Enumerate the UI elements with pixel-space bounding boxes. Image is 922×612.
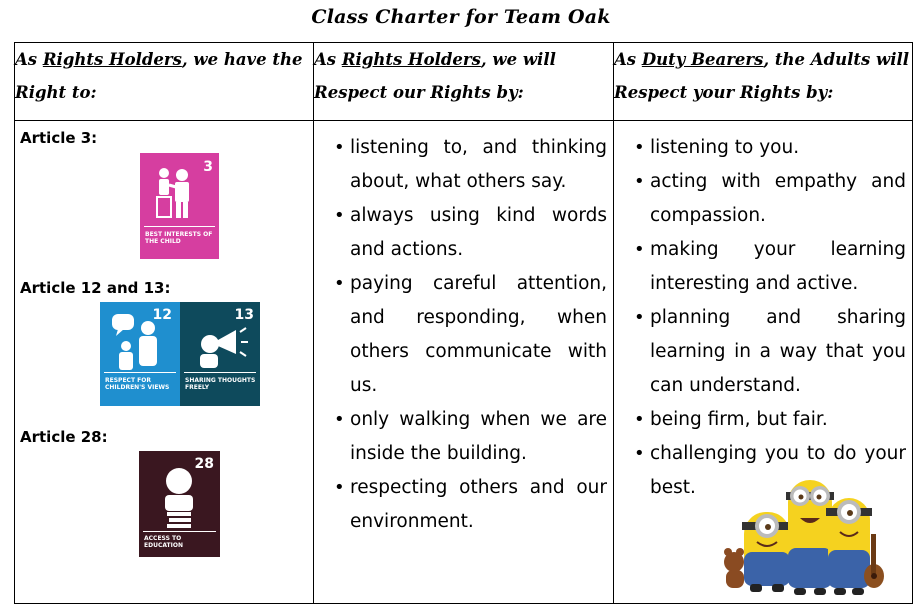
badge-number: 13	[234, 307, 254, 323]
header-pre: As	[15, 50, 43, 69]
article-28-badge	[139, 451, 220, 557]
adult-points-list	[614, 121, 912, 505]
list-item: • always using kind words and actions.	[324, 199, 607, 267]
badge-caption: RESPECT FOR CHILDREN'S VIEWS	[105, 377, 170, 391]
header-pre: As	[314, 50, 342, 69]
badge-number: 3	[203, 159, 213, 175]
minions-illustration	[722, 472, 892, 597]
list-item: • only walking when we are inside the building.	[324, 403, 607, 471]
list-item: • making your learning interesting and active.	[624, 233, 906, 301]
header-rights-holders-respect	[314, 43, 614, 121]
article-12-badge	[100, 302, 180, 406]
content-row	[15, 121, 913, 604]
badge-caption: BEST INTERESTS OF THE CHILD	[145, 231, 213, 245]
article-label: Article 3:	[20, 129, 98, 147]
list-item: • respecting others and our environment.	[324, 471, 607, 539]
header-post: , we have the Right to:	[15, 50, 303, 102]
header-underlined: Duty Bearers	[641, 50, 764, 69]
header-duty-bearers	[614, 43, 913, 121]
badge-divider	[143, 531, 216, 532]
list-item: • being firm, but fair.	[624, 403, 906, 437]
charter-table	[14, 42, 913, 604]
article-label: Article 28:	[20, 428, 108, 446]
badge-caption: SHARING THOUGHTS FREELY	[185, 377, 256, 391]
children-respect-cell	[314, 121, 614, 604]
header-underlined: Rights Holders	[42, 50, 182, 69]
badge-divider	[184, 372, 256, 373]
list-item: • listening to, and thinking about, what others say.	[324, 131, 607, 199]
header-underlined: Rights Holders	[341, 50, 481, 69]
article-label: Article 12 and 13:	[20, 279, 171, 297]
header-row	[15, 43, 913, 121]
adults-respect-cell	[614, 121, 913, 604]
list-item: • acting with empathy and compassion.	[624, 165, 906, 233]
article-13-badge	[180, 302, 260, 406]
articles-cell	[15, 121, 314, 604]
children-points-list	[314, 121, 613, 539]
list-item: • planning and sharing learning in a way that you can understand.	[624, 301, 906, 403]
badge-number: 12	[152, 307, 172, 323]
header-post: , the Adults will Respect your Rights by:	[614, 50, 910, 102]
badge-number: 28	[194, 456, 214, 472]
badge-divider	[104, 372, 176, 373]
list-item: • paying careful attention, and responding, when others communicate with us.	[324, 267, 607, 403]
header-rights-holders-right-to	[15, 43, 314, 121]
list-item: • challenging you to do your best.	[624, 437, 906, 505]
list-item: • listening to you.	[624, 131, 906, 165]
header-post: , we will Respect our Rights by:	[314, 50, 556, 102]
page-title: Class Charter for Team Oak	[311, 6, 611, 28]
badge-caption: ACCESS TO EDUCATION	[144, 535, 183, 549]
article-3-badge	[140, 153, 219, 259]
badge-divider	[144, 226, 215, 227]
header-pre: As	[614, 50, 642, 69]
